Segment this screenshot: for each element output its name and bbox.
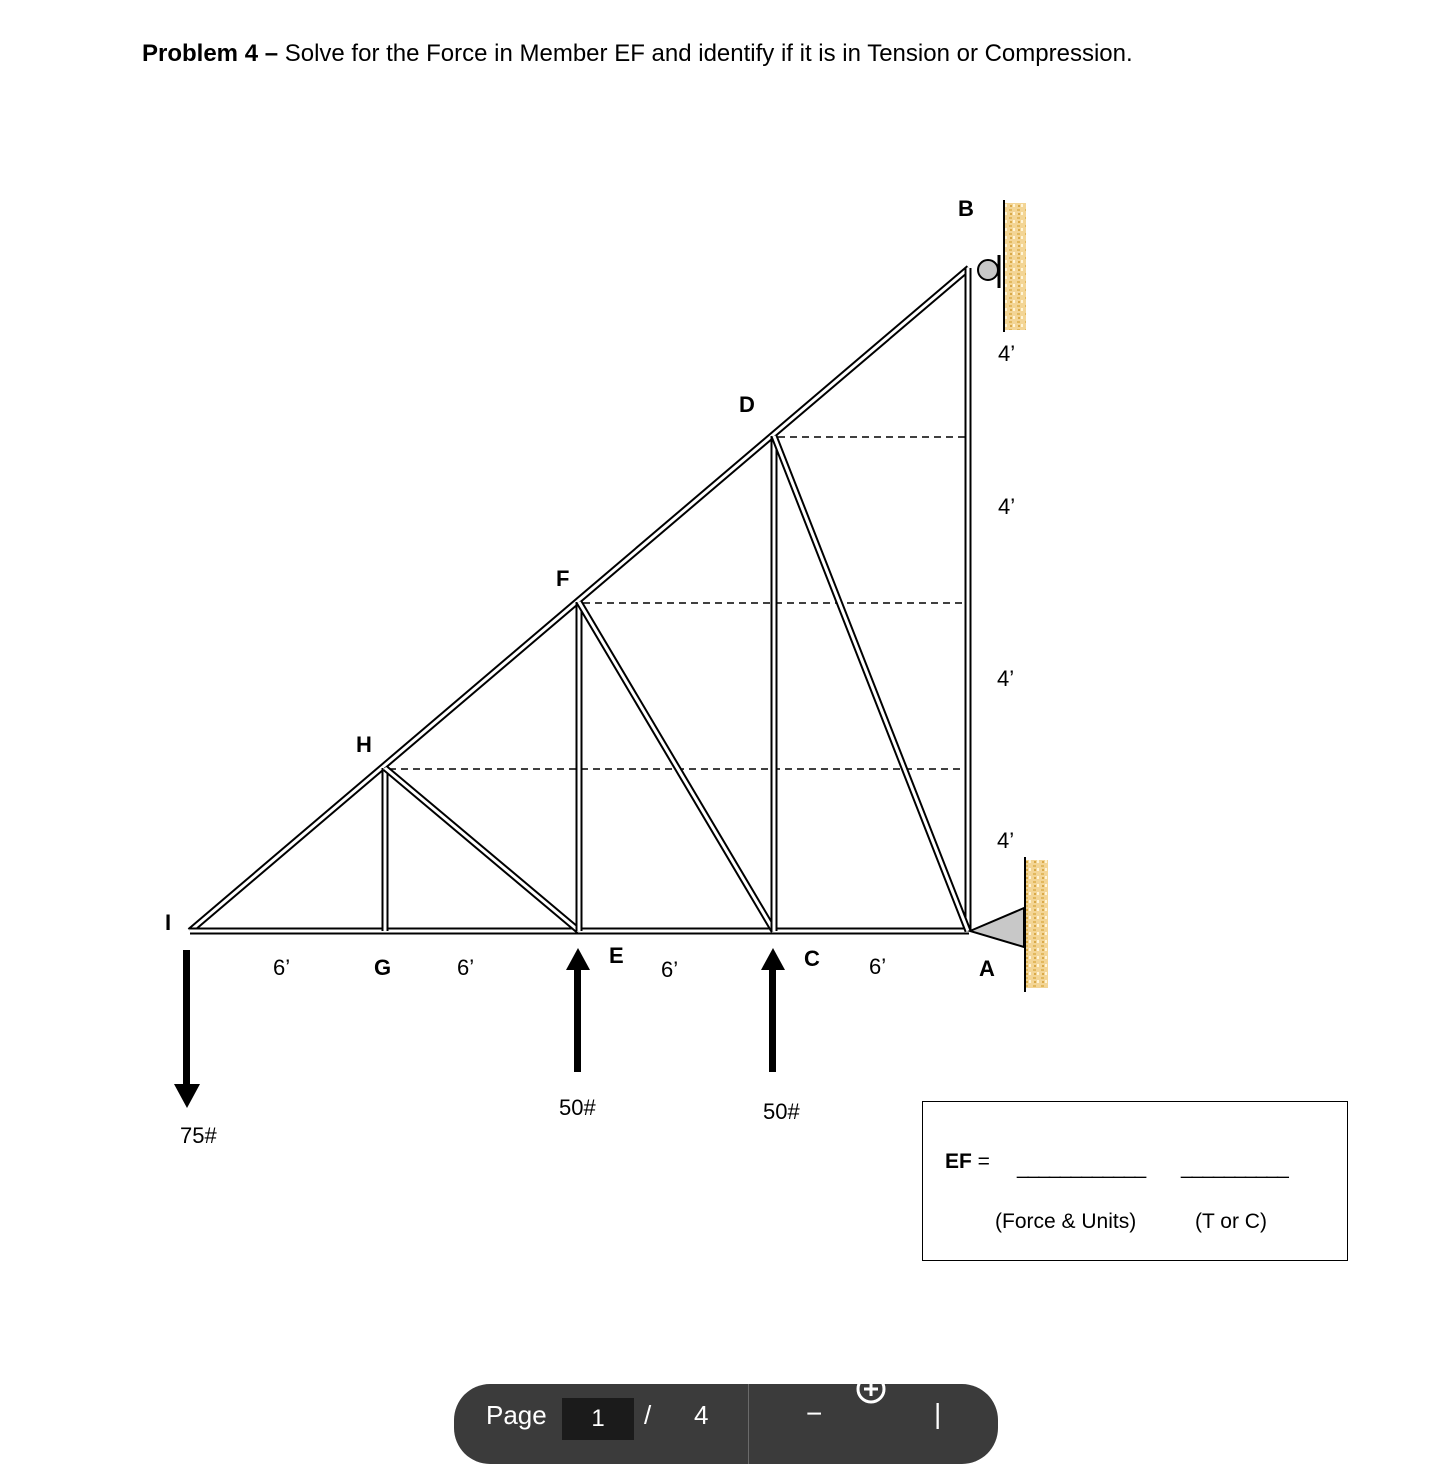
load-label-I: 75# bbox=[180, 1123, 217, 1148]
toolbar-divider bbox=[748, 1384, 749, 1464]
node-label-G: G bbox=[374, 955, 392, 980]
tension-compression-blank[interactable]: __________ bbox=[1181, 1156, 1288, 1179]
dimension-horizontal: 6’ bbox=[457, 955, 475, 980]
node-label-E: E bbox=[609, 943, 624, 968]
answer-equals: = bbox=[971, 1150, 990, 1173]
node-label-D: D bbox=[739, 392, 755, 417]
member-FC bbox=[579, 602, 774, 931]
tension-compression-hint: (T or C) bbox=[1195, 1210, 1267, 1233]
dimension-vertical: 4’ bbox=[998, 341, 1016, 366]
dimension-vertical: 4’ bbox=[997, 666, 1015, 691]
page-label: Page bbox=[486, 1400, 547, 1430]
answer-member-name: EF bbox=[945, 1150, 972, 1173]
problem-text: Solve for the Force in Member EF and identify if it is in Tension or Compression. bbox=[278, 40, 1133, 67]
pdf-viewer-toolbar bbox=[454, 1384, 998, 1464]
zoom-in-icon[interactable] bbox=[854, 1384, 888, 1406]
node-label-F: F bbox=[556, 566, 570, 591]
problem-heading: Problem 4 – bbox=[142, 40, 279, 67]
node-label-C: C bbox=[804, 946, 820, 971]
node-label-A: A bbox=[979, 956, 995, 981]
load-arrow-E bbox=[566, 948, 590, 1072]
fit-page-icon[interactable]: | bbox=[934, 1398, 942, 1429]
force-units-hint: (Force & Units) bbox=[995, 1210, 1137, 1233]
load-label-C: 50# bbox=[763, 1099, 800, 1124]
answer-box bbox=[922, 1101, 1348, 1261]
load-arrow-I bbox=[174, 950, 200, 1108]
dimension-horizontal: 6’ bbox=[273, 955, 291, 980]
answer-member-label bbox=[945, 1150, 990, 1174]
dimension-vertical: 4’ bbox=[997, 828, 1015, 853]
load-arrow-C bbox=[761, 948, 785, 1072]
page-separator: / bbox=[644, 1400, 652, 1430]
page-number-input[interactable] bbox=[562, 1398, 634, 1440]
node-label-I: I bbox=[165, 910, 172, 935]
node-label-B: B bbox=[958, 196, 974, 221]
member-HE bbox=[385, 768, 579, 931]
member-DA bbox=[774, 436, 968, 931]
zoom-out-icon[interactable]: − bbox=[806, 1398, 823, 1429]
roller-support-B bbox=[978, 200, 1026, 332]
dimension-horizontal: 6’ bbox=[661, 957, 679, 982]
node-label-H: H bbox=[356, 732, 372, 757]
total-pages: 4 bbox=[694, 1400, 709, 1430]
load-label-E: 50# bbox=[559, 1095, 596, 1120]
dimension-horizontal: 6’ bbox=[869, 954, 887, 979]
dimension-vertical: 4’ bbox=[998, 494, 1016, 519]
force-answer-blank[interactable]: ____________ bbox=[1017, 1156, 1146, 1179]
